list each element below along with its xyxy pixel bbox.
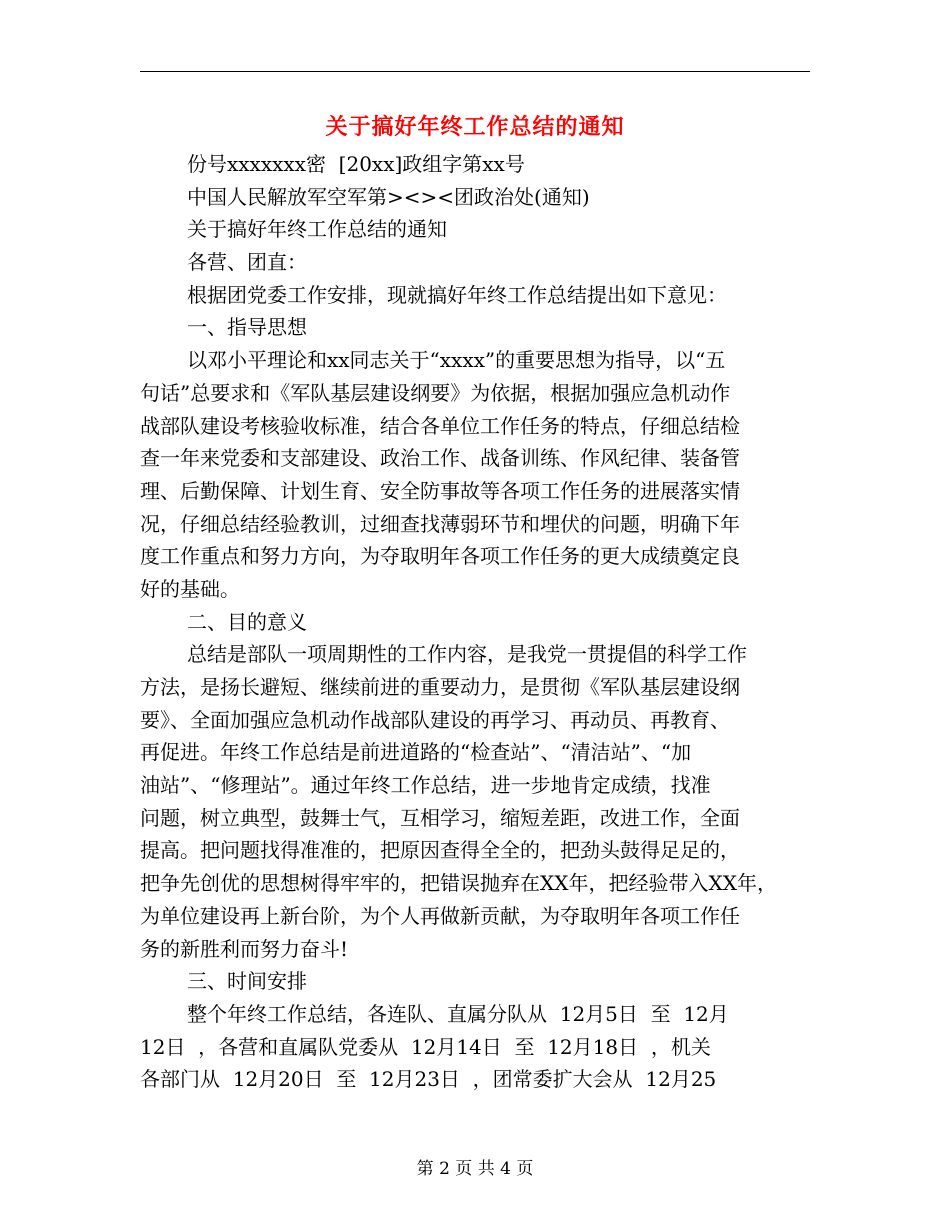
- paragraph-line: 务的新胜利而努力奋斗!: [140, 936, 349, 961]
- paragraph-line: 查一年来党委和支部建设、政治工作、战备训练、作风纪律、装备管: [140, 446, 740, 471]
- paragraph-line: 各部门从 12月20日 至 12月23日 ，团常委扩大会从 12月25: [140, 1067, 717, 1092]
- paragraph-line: 要》、全面加强应急机动作战部队建设的再学习、再动员、再教育、: [140, 707, 730, 732]
- paragraph-line: 理、后勤保障、计划生育、安全防事故等各项工作任务的进展落实情: [140, 478, 740, 503]
- document-body: [140, 148, 820, 1096]
- paragraph-line: 以邓小平理论和xx同志关于“xxxx”的重要思想为指导，以“五: [187, 348, 726, 373]
- paragraph-line: 战部队建设考核验收标准，结合各单位工作任务的特点，仔细总结检: [140, 413, 740, 438]
- paragraph-line: 12日 ，各营和直属队党委从 12月14日 至 12月18日 ，机关: [140, 1034, 711, 1059]
- paragraph-line: 为单位建设再上新台阶，为个人再做新贡献，为夺取明年各项工作任: [140, 903, 740, 928]
- intro-paragraph: 根据团党委工作安排，现就搞好年终工作总结提出如下意见：: [187, 282, 727, 307]
- paragraph-line: 问题，树立典型，鼓舞士气，互相学习，缩短差距，改进工作，全面: [140, 805, 740, 830]
- paragraph-line: 再促进。年终工作总结是前进道路的“检查站”、“清洁站”、“加: [140, 740, 692, 765]
- section-heading-2: 二、目的意义: [187, 609, 307, 634]
- subject-line: 关于搞好年终工作总结的通知: [187, 217, 447, 242]
- paragraph-line: 方法，是扬长避短、继续前进的重要动力，是贯彻《军队基层建设纲: [140, 675, 740, 699]
- section-heading-1: 一、指导思想: [187, 315, 307, 340]
- recipients-line: 各营、团直：: [187, 250, 307, 275]
- paragraph-line: 句话”总要求和《军队基层建设纲要》为依据，根据加强应急机动作: [140, 380, 731, 405]
- paragraph-line: 总结是部队一项周期性的工作内容，是我党一贯提倡的科学工作: [187, 642, 747, 667]
- document-title: 关于搞好年终工作总结的通知: [325, 114, 625, 140]
- paragraph-line: 整个年终工作总结，各连队、直属分队从 12月5日 至 12月: [187, 1001, 729, 1026]
- header-rule: [140, 71, 810, 72]
- paragraph-line: 把争先创优的思想树得牢牢的，把错误抛弃在XX年，把经验带入XX年，: [140, 871, 777, 896]
- paragraph-line: 提高。把问题找得准准的，把原因查得全全的，把劲头鼓得足足的，: [140, 838, 740, 863]
- paragraph-line: 况，仔细总结经验教训，过细查找薄弱环节和埋伏的问题，明确下年: [140, 511, 740, 536]
- paragraph-line: 好的基础。: [140, 576, 240, 601]
- page-footer: 第 2 页 共 4 页: [416, 1159, 534, 1179]
- paragraph-line: 油站”、“修理站”。通过年终工作总结，进一步地肯定成绩，找准: [140, 773, 711, 798]
- section-heading-3: 三、时间安排: [187, 969, 307, 994]
- paragraph-line: 度工作重点和努力方向，为夺取明年各项工作任务的更大成绩奠定良: [140, 544, 740, 569]
- issuer-line: 中国人民解放军空军第><><团政治处(通知): [187, 184, 590, 209]
- doc-number-line: 份号xxxxxxx密 [20xx]政组字第xx号: [187, 152, 525, 176]
